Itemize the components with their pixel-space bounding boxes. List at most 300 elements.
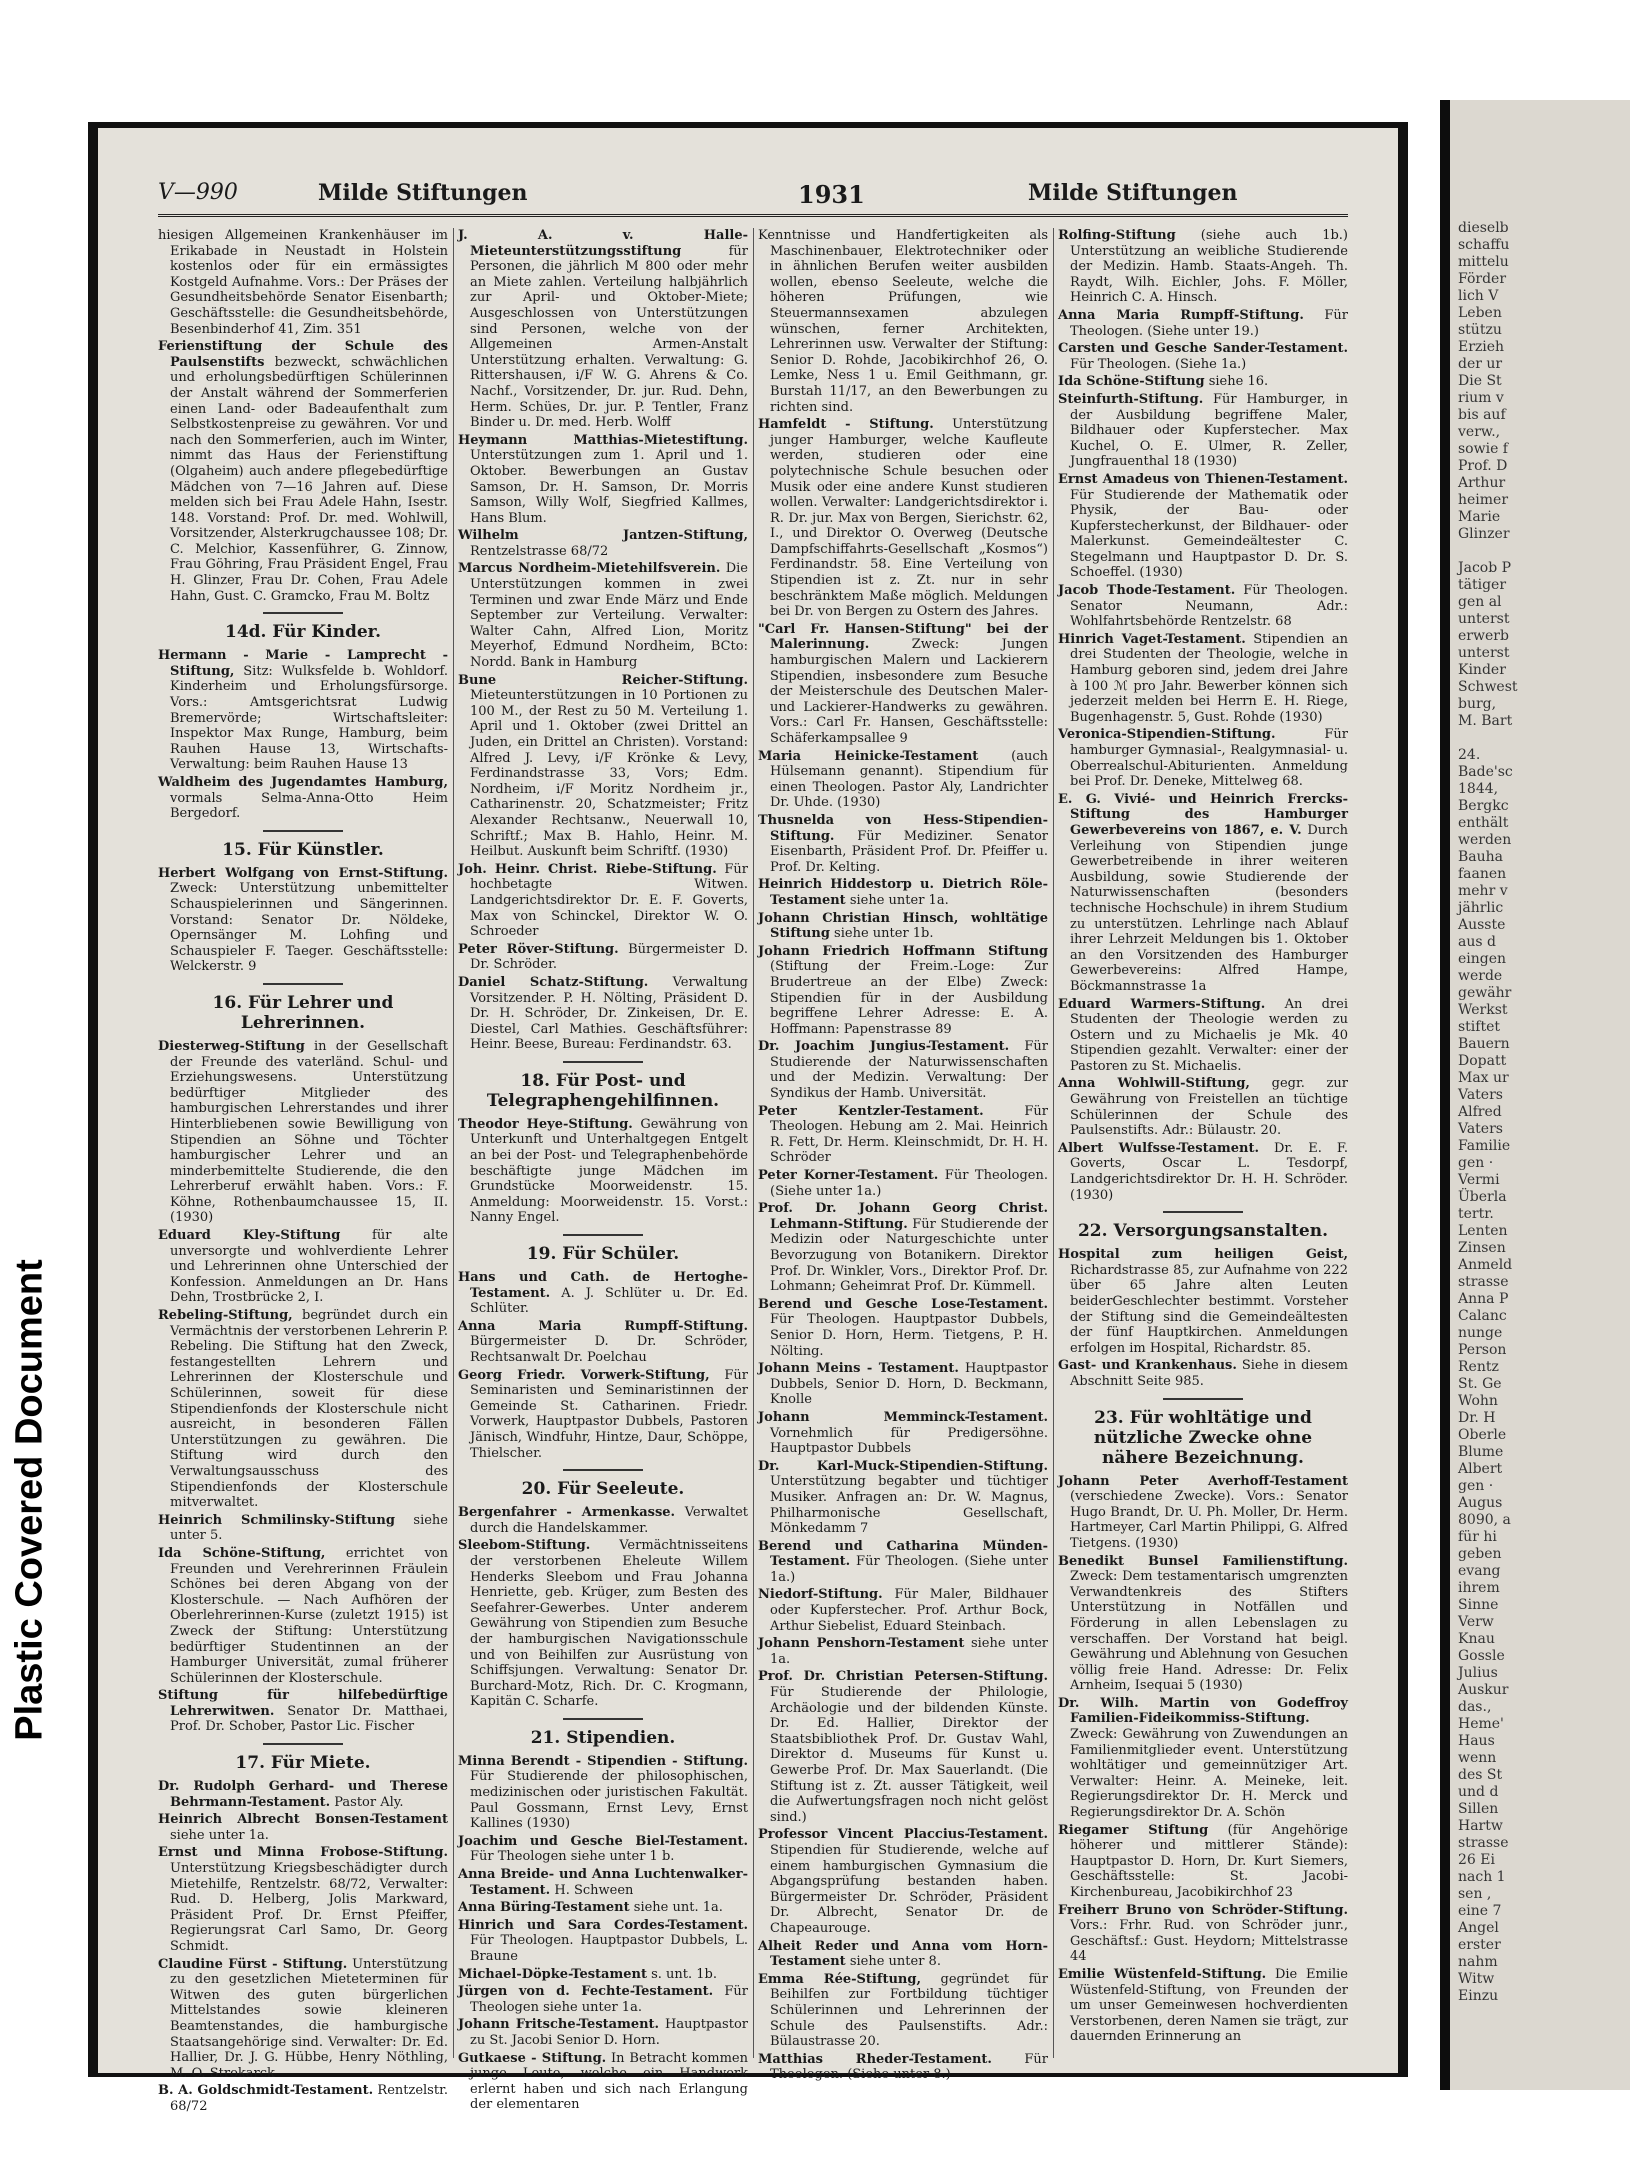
column-1: [158, 228, 449, 2114]
entry-text: Für Mediziner. Senator Eisenbarth, Präsident Prof. Dr. Pfeiffer u. Prof. Dr. Kelting.: [770, 828, 1048, 875]
adjacent-page-line: unterst: [1458, 611, 1510, 627]
foundation-entry: [158, 1688, 448, 1735]
adjacent-page-line: Dopatt: [1458, 1053, 1507, 1069]
adjacent-page-line: Auskur: [1458, 1682, 1509, 1698]
entry-name: Emilie Wüstenfeld-Stiftung.: [1058, 1966, 1267, 1982]
adjacent-page-line: Angel: [1458, 1920, 1499, 1936]
entry-text: Zweck: Dem testamentarisch umgrenzten Verwandtenkreis des Stifters Unterstützung in Notfällen und Förderung in allen Lebenslagen zu verschaffen. Der Vorstand hat beigl. Gewährung und Ablehnung von Gesuchen völlig freie Hand. Adresse: Dr. Felix Arnheim, Isequai 5 (1930): [1070, 1569, 1348, 1694]
entry-name: Diesterweg-Stiftung: [158, 1038, 305, 1054]
entry-name: Heinrich Hiddestorp u. Dietrich Röle-Testament: [758, 877, 1048, 908]
adjacent-page-line: erwerb: [1458, 628, 1509, 644]
entry-name: J. A. v. Halle-Mieteunterstützungsstiftung: [458, 228, 748, 259]
foundation-entry: [158, 1845, 448, 1954]
foundation-entry: [458, 1319, 748, 1366]
foundation-entry: [758, 1361, 1048, 1408]
entry-text: Die Unterstützungen kommen in zwei Terminen und zwar Ende März und Ende September zur Verteilung. Verwalter: Walter Cahn, Alfred Lion, Moritz Meyerhof, Edmund Nordheim, BCto: Nordd. Bank in Hamburg: [470, 561, 748, 671]
entry-name: Ferienstiftung der Schule des Paulsenstifts: [158, 339, 448, 370]
foundation-entry: [1058, 472, 1348, 581]
entry-name: Bune Reicher-Stiftung.: [458, 672, 748, 688]
entry-text: (Stiftung der Freim.-Loge: Zur Brudertreue an der Elbe) Zweck: Stipendien für in der Ausbildung begriffene Lehrer Adresse: E. A. Hoffmann: Papenstrasse 89: [770, 959, 1048, 1037]
entry-text: Zweck: Gewährung von Zuwendungen an Familienmitglieder event. Unterstützung wohltätiger und gemeinnütziger Art. Verwalter: Heinr. A. Meineke, leit. Regierungsdirektor Dr. H. Merck und Regierungsdirektor Dr. A. Schön: [1070, 1727, 1348, 1821]
adjacent-page-line: Augus: [1458, 1495, 1503, 1511]
adjacent-page-line: Ausste: [1458, 917, 1506, 933]
entry-name: Stiftung für hilfebedürftige Lehrerwitwen.: [158, 1688, 448, 1719]
entry-text: A. J. Schlüter u. Dr. Ed. Schlüter.: [470, 1285, 748, 1317]
entry-name: Berend und Catharina Münden-Testament.: [758, 1538, 1048, 1570]
section-separator: [563, 1718, 643, 1720]
adjacent-page-line: Oberle: [1458, 1427, 1507, 1443]
foundation-entry: [458, 1754, 748, 1832]
entry-name: Joachim und Gesche Biel-Testament.: [458, 1833, 748, 1849]
adjacent-page-line: Lenten: [1458, 1223, 1508, 1239]
foundation-entry: [158, 339, 448, 604]
foundation-entry: [1058, 1076, 1348, 1138]
entry-text: Für Theologen siehe unter 1a.: [470, 1984, 748, 2015]
entry-name: Johann Memminck-Testament.: [758, 1409, 1048, 1425]
entry-text: (für Angehörige höherer und mittlerer Stände): Hauptpastor D. Horn, Dr. Kurt Siemers, Geschäftsstelle: St. Jacobi-Kirchenbureau, Jacobikirchhof 23: [1070, 1822, 1348, 1900]
entry-text: siehe unter 8.: [845, 1954, 941, 1970]
adjacent-page-line: Julius: [1458, 1665, 1498, 1681]
adjacent-page-line: Dr. H: [1458, 1410, 1496, 1426]
entry-name: Johann Penshorn-Testament: [758, 1636, 965, 1652]
foundation-entry: [458, 1117, 748, 1226]
adjacent-page-line: gewähr: [1458, 985, 1512, 1001]
entry-text: siehe 16.: [1204, 374, 1269, 390]
adjacent-page-line: schaffu: [1458, 237, 1510, 253]
entry-name: Ernst Amadeus von Thienen-Testament.: [1058, 471, 1348, 487]
adjacent-page-line: Knau: [1458, 1631, 1495, 1647]
column-4: [1058, 228, 1348, 2058]
entry-name: Ida Schöne-Stiftung: [1058, 374, 1205, 390]
entry-text: Richardstrasse 85, zur Aufnahme von 222 über 65 Jahre alten Leuten beiderGeschlechter bestimmt. Vorsteher der Stiftung sind die Gemeindeältesten der fünf Hauptkirchen. Anmeldungen erfolgen im Hospital, Richardstr. 85.: [1070, 1262, 1348, 1356]
foundation-entry: [758, 1039, 1048, 1101]
adjacent-page: [1440, 100, 1630, 2090]
entry-text: Für Theologen siehe unter 1 b.: [470, 1849, 675, 1865]
foundation-entry: [1058, 308, 1348, 339]
entry-text: Für Theologen. (Siehe unter 1a.): [770, 1168, 1048, 1199]
entry-text: Für Theologen. (Siehe unter 19.): [1070, 307, 1348, 339]
adjacent-page-line: Haus: [1458, 1733, 1495, 1749]
section-separator: [1163, 1211, 1243, 1213]
entry-text: gegr. zur Gewährung von Freistellen an tüchtige Schülerinnen der Schule des Paulsenstifts. Adr.: Bülaustr. 20.: [1070, 1076, 1348, 1139]
adjacent-page-line: Blume: [1458, 1444, 1504, 1460]
adjacent-page-line: werde: [1458, 968, 1503, 984]
entry-name: Michael-Döpke-Testament: [458, 1966, 647, 1982]
entry-text: Für Theologen. Hebung am 2. Mai. Heinrich R. Fett, Dr. Herm. Kleinschmidt, Dr. H. H. Schröder: [770, 1103, 1048, 1166]
entry-text: für Personen, die jährlich M 800 oder mehr an Miete zahlen. Verteilung halbjährlich zur April- und Oktober-Miete; Ausgeschlossen von Unterstützungen sind Personen, welche von der Allgemeinen Armen-Anstalt Unterstützung erhalten. Verwaltung: G. Rittershausen, i/F W. G. Ahrens & Co. Nachf., Vorsitzender, Dr. jur. Rud. Dehn, Herm. Schües, Dr. jur. P. Tentler, Franz Binder u. Dr. med. Herb. Wolff: [470, 243, 748, 431]
adjacent-page-line: Werkst: [1458, 1002, 1508, 1018]
adjacent-page-line: Überla: [1458, 1189, 1507, 1205]
entry-name: Dr. Rudolph Gerhard- und Therese Behrmann-Testament.: [158, 1779, 448, 1810]
side-label-container: [0, 1200, 60, 1800]
foundation-entry: [758, 944, 1048, 1038]
entry-text: Pastor Aly.: [330, 1794, 404, 1810]
foundation-entry: [458, 1270, 748, 1317]
section-separator: [563, 1469, 643, 1471]
foundation-entry: [158, 1228, 448, 1306]
foundation-entry: [158, 1308, 448, 1511]
adjacent-page-line: sowie f: [1458, 441, 1508, 457]
adjacent-page-line: Wohn: [1458, 1393, 1498, 1409]
entry-text: Hauptpastor zu St. Jacobi Senior D. Horn.: [470, 2017, 748, 2048]
entry-name: Matthias Rheder-Testament.: [758, 2051, 992, 2067]
entry-text: Vermächtnisseitens der verstorbenen Eheleute Willem Henderks Sleebom und Frau Johanna Henriette, geb. Krüger, zum Besten des Seefahrer-Gewerbes. Unter anderem Gewährung von Stipendien zum Besuche der hamburgischen Navigationsschule und von Beihilfen zur Ausrüstung von Schiffsjungen. Verwaltung: Senator Dr. Burchard-Motz, Rich. Dr. C. Krogmann, Kapitän C. Scharfe.: [470, 1538, 748, 1710]
foundation-entry: [158, 1957, 448, 2082]
section-separator: [263, 612, 343, 614]
entry-name: Georg Friedr. Vorwerk-Stiftung,: [458, 1367, 710, 1383]
entry-name: Peter Röver-Stiftung.: [458, 941, 619, 957]
adjacent-page-line: dieselb: [1458, 220, 1509, 236]
entry-name: Hinrich Vaget-Testament.: [1058, 631, 1246, 647]
entry-text: Dr. E. F. Goverts, Oscar L. Tesdorpf, Landgerichtsdirektor Dr. H. H. Schröder. (1930): [1070, 1140, 1348, 1203]
foundation-entry: [158, 1546, 448, 1686]
entry-text: siehe unter 5.: [170, 1512, 448, 1544]
adjacent-page-text: [1458, 220, 1618, 2005]
adjacent-page-line: Alfred: [1458, 1104, 1502, 1120]
foundation-entry: [458, 528, 748, 559]
foundation-entry: [458, 1967, 748, 1983]
entry-name: Anna Büring-Testament: [458, 1900, 630, 1916]
foundation-entry: [1058, 997, 1348, 1075]
adjacent-page-line: Die St: [1458, 373, 1502, 389]
adjacent-page-line: eine 7: [1458, 1903, 1502, 1919]
entry-name: Eduard Kley-Stiftung: [158, 1228, 341, 1244]
adjacent-page-line: burg,: [1458, 696, 1497, 712]
entry-name: Heymann Matthias-Mietestiftung.: [458, 432, 748, 448]
entry-name: Thusnelda von Hess-Stipendien-Stiftung.: [758, 812, 1048, 844]
entry-name: Johann Fritsche-Testament.: [458, 2017, 660, 2033]
foundation-entry: [458, 1918, 748, 1965]
entry-name: Prof. Dr. Johann Georg Christ. Lehmann-Stiftung.: [758, 1201, 1048, 1232]
entry-text: siehe unt. 1a.: [629, 1900, 723, 1916]
entry-text: Stipendien an drei Studenten der Theologie, welche in Hamburg geboren sind, jedem drei Jahre à 100 ℳ pro Jahr. Bewerber können sich jederzeit melden bei Herrn E. H. Riege, Bugenhagenstr. 5, Gust. Rohde (1930): [1070, 631, 1348, 725]
entry-text: In Betracht kommen junge Leute, welche ein Handwerk erlernt haben und sich nach Erlangung der elementaren: [470, 2050, 748, 2113]
entry-name: Emma Rée-Stiftung,: [758, 1971, 921, 1987]
foundation-entry: [458, 1368, 748, 1462]
entry-text: Sitz: Wulksfelde b. Wohldorf. Kinderheim und Erholungsfürsorge. Vors.: Amtsgerichtsrat Ludwig Bremervörde; Wirtschaftsleiter: Inspektor Max Runge, Hamburg, beim Rauhen Hause 13, Wirtschafts-Verwaltung: beim Rauhen Hause 13: [170, 663, 448, 773]
entry-name: Marcus Nordheim-Mietehilfsverein.: [458, 561, 721, 577]
entry-name: Dr. Joachim Jungius-Testament.: [758, 1039, 1010, 1055]
foundation-entry: [1058, 1696, 1348, 1821]
foundation-entry: [758, 2052, 1048, 2083]
foundation-entry: [758, 1410, 1048, 1457]
foundation-entry: [458, 561, 748, 670]
adjacent-page-line: und d: [1458, 1784, 1499, 1800]
adjacent-page-line: erster: [1458, 1937, 1501, 1953]
entry-name: Jacob Thode-Testament.: [1058, 583, 1236, 599]
foundation-entry: [1058, 341, 1348, 372]
entry-name: Eduard Warmers-Stiftung.: [1058, 996, 1266, 1012]
entry-text: begründet durch ein Vermächtnis der verstorbenen Lehrerin P. Rebeling. Die Stiftung hat den Zweck, festangestellten Lehrern und Lehrerinnen der Klosterschule und Schülerinnen, soweit für diese Stipendienfonds der Klosterschule nicht ausreicht, in besonderen Fällen Unterstützungen zu gewähren. Die Stiftung wird durch den Verwaltungsausschuss des Stipendienfonds der Klosterschule mitverwaltet.: [170, 1308, 448, 1511]
entry-text: Für Hamburger, in der Ausbildung begriffene Maler, Bildhauer oder Kupferstecher. Max Kuchel, O. E. Ulmer, R. Zeller, Jungfrauenthal 18 (1930): [1070, 391, 1348, 470]
entry-name: Johann Christian Hinsch, wohltätige Stiftung: [758, 910, 1048, 942]
header-right-title: Milde Stiftungen: [1028, 180, 1238, 206]
entry-name: Gast- und Krankenhaus.: [1058, 1358, 1237, 1374]
header-year: 1931: [798, 180, 865, 209]
adjacent-page-line: des St: [1458, 1767, 1503, 1783]
column-rule: [753, 228, 754, 2058]
adjacent-page-line: Witw: [1458, 1971, 1495, 1987]
entry-name: Rebeling-Stiftung,: [158, 1308, 293, 1324]
section-separator: [563, 1234, 643, 1236]
entry-name: B. A. Goldschmidt-Testament.: [158, 2083, 374, 2099]
entry-text: Für Theologen. (Siehe unter 1a.): [770, 1554, 1048, 1585]
page-number: V—990: [158, 180, 238, 205]
entry-text: Für Studierende der Mathematik oder Physik, der Bau- oder Kupferstecherkunst, der Bildhauer- oder Malerkunst. Gemeindeältester C. Stegelmann und Hauptpastor D. Dr. S. Schoeffel. (1930): [1070, 487, 1348, 581]
foundation-entry: [758, 877, 1048, 908]
entry-text: Hauptpastor Dubbels, Senior D. Horn, D. Beckmann, Knolle: [770, 1361, 1048, 1408]
entry-text: Die Emilie Wüstenfeld-Stiftung, von Freunden der um unser Gemeinwesen hochverdienten Verstorbenen, deren Namen sie trägt, zur dauernden Erinnerung an: [1070, 1966, 1348, 2045]
entry-name: Claudine Fürst - Stiftung.: [158, 1956, 348, 1972]
adjacent-page-line: Albert: [1458, 1461, 1503, 1477]
entry-name: Alheit Reder und Anna vom Horn-Testament: [758, 1938, 1048, 1970]
entry-text: Unterstützung Kriegsbeschädigter durch Mietehilfe, Rentzelstr. 68/72, Verwalter: Rud. D. Helberg, Jolis Markward, Präsident Prof. Dr. Ernst Pfeiffer, Regierungsrat Carl Samo, Dr. Georg Schmidt.: [170, 1861, 448, 1954]
adjacent-page-line: gen ·: [1458, 1155, 1494, 1171]
adjacent-page-line: Sillen: [1458, 1801, 1499, 1817]
adjacent-page-line: gen ·: [1458, 1478, 1494, 1494]
entry-text: Vors.: Frhr. Rud. von Schröder junr., Geschäftsf.: Gust. Heydorn; Mittelstrasse 44: [1070, 1918, 1348, 1965]
adjacent-page-line: nunge: [1458, 1325, 1503, 1341]
adjacent-page-line: nach 1: [1458, 1869, 1506, 1885]
adjacent-page-line: werden: [1458, 832, 1512, 848]
foundation-entry: [458, 228, 748, 431]
entry-text: Für Maler, Bildhauer oder Kupferstecher. Prof. Arthur Bock, Arthur Siebelist, Eduard Steinbach.: [770, 1587, 1048, 1634]
entry-name: Hamfeldt - Stiftung.: [758, 417, 934, 433]
section-separator: [263, 1743, 343, 1745]
adjacent-page-line: Bade'sc: [1458, 764, 1513, 780]
adjacent-page-line: Heme': [1458, 1716, 1504, 1732]
adjacent-page-line: Anmeld: [1458, 1257, 1513, 1273]
foundation-entry: [1058, 374, 1348, 390]
entry-name: Joh. Heinr. Christ. Riebe-Stiftung.: [458, 861, 717, 877]
entry-name: E. G. Vivié- und Heinrich Frercks-Stiftung des Hamburger Gewerbevereins von 1867, e. V.: [1058, 791, 1348, 838]
entry-text: vormals Selma-Anna-Otto Heim Bergedorf.: [170, 790, 448, 822]
adjacent-page-line: der ur: [1458, 356, 1503, 372]
adjacent-page-line: Glinzer: [1458, 526, 1510, 542]
entry-text: siehe unter 1a.: [170, 1827, 269, 1843]
adjacent-page-line: ihrem: [1458, 1580, 1500, 1596]
adjacent-page-line: sen ,: [1458, 1886, 1492, 1902]
entry-name: Ida Schöne-Stiftung,: [158, 1545, 326, 1561]
entry-name: Benedikt Bunsel Familienstiftung.: [1058, 1553, 1348, 1569]
entry-name: Rolfing-Stiftung: [1058, 228, 1176, 243]
entry-name: Anna Breide- und Anna Luchtenwalker-Testament.: [458, 1867, 748, 1898]
adjacent-page-line: St. Ge: [1458, 1376, 1502, 1392]
entry-text: Bürgermeister D. Dr. Schröder, Rechtsanwalt Dr. Poelchau: [470, 1334, 748, 1365]
column-rule: [453, 228, 454, 2058]
entry-text: Für Theologen. Senator Neumann, Adr.: Wohlfahrtsbehörde Rentzelstr. 68: [1070, 583, 1348, 630]
adjacent-page-line: 24.: [1458, 747, 1481, 763]
entry-name: Peter Kentzler-Testament.: [758, 1103, 984, 1119]
foundation-entry: [758, 1587, 1048, 1634]
continued-text: hiesigen Allgemeinen Krankenhäuser im Erikabade in Neustadt in Holstein kostenlos oder für ein ermässigtes Kostgeld Aufnahme. Vors.: Der Präses der Gesundheitsbehörde Senator Eisenbarth; Geschäftsstelle: die Gesundheitsbehörde, Besenbinderhof 41, Zim. 351: [158, 228, 448, 337]
foundation-entry: [158, 1513, 448, 1544]
entry-name: Gutkaese - Stiftung.: [458, 2050, 607, 2066]
entry-text: Stipendien für Studierende, welche auf einem hamburgischen Gymnasium die Abgangsprüfung bestanden haben. Bürgermeister Dr. Schröder, Präsident Dr. Albrecht, Senator Dr. de Chapeaurouge.: [770, 1842, 1048, 1936]
entry-text: H. Schween: [550, 1882, 634, 1898]
entry-text: Rentzelstr. 68/72: [170, 2083, 449, 2114]
foundation-entry: [758, 1104, 1048, 1166]
foundation-entry: [1058, 1474, 1348, 1552]
entry-name: Ernst und Minna Frobose-Stiftung.: [158, 1845, 448, 1861]
entry-text: siehe unter 1a.: [845, 892, 949, 908]
adjacent-page-line: Zinsen: [1458, 1240, 1506, 1256]
entry-name: Freiherr Bruno von Schröder-Stiftung.: [1058, 1902, 1348, 1918]
entry-text: Vornehmlich für Predigersöhne. Hauptpastor Dubbels: [770, 1425, 1048, 1457]
entry-text: Für hamburger Gymnasial-, Realgymnasial- u. Oberrealschul-Abiturienten. Anmeldung bei Prof. Dr. Deneke, Mittelweg 68.: [1070, 727, 1348, 790]
foundation-entry: [458, 673, 748, 860]
adjacent-page-line: Vaters: [1458, 1121, 1503, 1137]
adjacent-page-line: [1458, 730, 1618, 747]
entry-name: Hospital zum heiligen Geist,: [1058, 1247, 1348, 1263]
adjacent-page-line: faanen: [1458, 866, 1507, 882]
adjacent-page-line: gen al: [1458, 594, 1502, 610]
foundation-entry: [1058, 792, 1348, 995]
column-3: [758, 228, 1049, 2083]
adjacent-page-line: wenn: [1458, 1750, 1497, 1766]
side-label: Plastic Covered Document: [8, 1259, 51, 1741]
entry-name: Hermann - Marie - Lamprecht - Stiftung,: [158, 648, 448, 679]
adjacent-page-line: geben: [1458, 1546, 1502, 1562]
adjacent-page-line: Max ur: [1458, 1070, 1509, 1086]
entry-name: Bergenfahrer - Armenkasse.: [458, 1505, 676, 1521]
entry-text: s. unt. 1b.: [646, 1966, 717, 1982]
adjacent-page-line: rium v: [1458, 390, 1504, 406]
entry-name: Niedorf-Stiftung.: [758, 1587, 883, 1603]
entry-name: Waldheim des Jugendamtes Hamburg,: [158, 775, 448, 790]
foundation-entry: [158, 866, 448, 975]
foundation-entry: [1058, 392, 1348, 470]
foundation-entry: [458, 1900, 748, 1916]
entry-text: Verwaltet durch die Handelskammer.: [470, 1505, 748, 1536]
adjacent-page-line: strasse: [1458, 1274, 1509, 1290]
adjacent-page-line: mehr v: [1458, 883, 1508, 899]
adjacent-page-line: Prof. D: [1458, 458, 1508, 474]
entry-text: siehe unter 1a.: [770, 1636, 1048, 1667]
foundation-entry: [758, 622, 1048, 747]
entry-name: Johann Meins - Testament.: [758, 1361, 959, 1377]
adjacent-page-line: stützu: [1458, 322, 1502, 338]
entry-name: Steinfurth-Stiftung.: [1058, 391, 1204, 407]
entry-text: Zweck: Jungen hamburgischen Malern und Lackierern Stipendien, insbesondere zum Besuche der Meisterschule des Deutschen Maler- und Lackierer-Handwerks zu gewähren. Vors.: Carl Fr. Hansen, Geschäftsstelle: Schäferkampsallee 9: [770, 637, 1048, 746]
foundation-entry: [1058, 1967, 1348, 2045]
adjacent-page-line: stiftet: [1458, 1019, 1501, 1035]
entry-text: Für Theologen. (Siehe 1a.): [1070, 356, 1247, 372]
entry-text: Unterstützung junger Hamburger, welche Kaufleute werden, studieren oder eine polytechnische Schule besuchen oder Musik oder eine andere Kunst studieren wollen. Verwalter: Landgerichtsdirektor i. R. Dr. jur. Max von Bergen, Sierichstr. 62, I., und Direktor O. Overweg (Deutsche Dampfschiffahrts-Gesellschaft „Kosmos“) Ferdinandstr. 58. Eine Verteilung von Stipendien ist z. Zt. nur in sehr beschränktem Maße möglich. Meldungen bei Dr. von Bergen zu Ostern des Jahres.: [770, 417, 1048, 620]
entry-name: Albert Wulfsse-Testament.: [1058, 1140, 1260, 1156]
entry-name: Anna Maria Rumpff-Stiftung.: [1058, 307, 1304, 323]
foundation-entry: [758, 1972, 1048, 2050]
foundation-entry: [458, 1867, 748, 1898]
foundation-entry: [1058, 1903, 1348, 1965]
entry-name: Johann Friedrich Hoffmann Stiftung: [758, 943, 1048, 959]
adjacent-page-line: lich V: [1458, 288, 1499, 304]
continued-text: Kenntnisse und Handfertigkeiten als Maschinenbauer, Elektrotechniker oder in ähnlichen Berufen weiter ausbilden wollen, ebenso Seeleute, welche die höheren Prüfungen, wie Steuermannsexamen abzulegen wünschen, ferner Architekten, Lehrerinnen usw. Verwalter der Stiftung: Senior D. Rohde, Jacobikirchhof 26, O. Lemke, Ness 1 u. Emil Geithmann, gr. Burstah 11/17, an den Bewerbungen zu richten sind.: [758, 228, 1048, 415]
header-left-title: Milde Stiftungen: [318, 180, 528, 206]
adjacent-page-line: bis auf: [1458, 407, 1506, 423]
entry-text: in der Gesellschaft der Freunde des vaterländ. Schul- und Erziehungswesens. Unterstützung bedürftiger Mitglieder des hamburgischen Lehrerstandes und ihrer Hinterbliebenen sowie Bewilligung von Stipendien an Söhne und Töchter hamburgischer Lehrer und an minderbemittelte Studierende, die den Lehrerberuf erwählt haben. Vors.: F. Köhne, Rothenbaumchaussee 15, II. (1930): [170, 1038, 448, 1226]
entry-name: Theodor Heye-Stiftung.: [458, 1116, 633, 1132]
section-separator: [263, 983, 343, 985]
adjacent-page-line: Förder: [1458, 271, 1507, 287]
adjacent-page-line: das.,: [1458, 1699, 1492, 1715]
entry-text: Mieteunterstützungen in 10 Portionen zu 100 M., der Rest zu 50 M. Verteilung 1. April und 1. Oktober (zwei Drittel an Juden, ein Drittel an Christen). Vorstand: Alfred J. Levy, i/F Krönke & Levy, Ferdinandstrasse 33, Vors; Edm. Nordheim, i/F Moritz Nordheim jr., Catharinenstr. 20, Schatzmeister; Fritz Alexander Rechtsanw., Neuerwall 10, Schriftf.; Max B. Hahlo, Heinr. M. Heilbut. Auskunft beim Schriftf. (1930): [470, 688, 748, 860]
adjacent-page-line: für hi: [1458, 1529, 1497, 1545]
foundation-entry: [1058, 1358, 1348, 1389]
adjacent-page-line: Schwest: [1458, 679, 1518, 695]
section-heading: 16. Für Lehrer und Lehrerinnen.: [212, 992, 394, 1033]
adjacent-page-line: Jacob P: [1458, 560, 1512, 576]
section-heading: 23. Für wohltätige und nützliche Zwecke ohne nähere Bezeichnung.: [1093, 1407, 1313, 1468]
entry-text: An drei Studenten der Theologie werden zu Ostern und zu Michaelis je Mk. 40 Stipendien gezahlt. Verwalter: einer der Pastoren zu St. Michaelis.: [1070, 996, 1348, 1074]
foundation-entry: [458, 1984, 748, 2015]
adjacent-page-line: Bergkc: [1458, 798, 1509, 814]
foundation-entry: [1058, 583, 1348, 630]
entry-name: Berend und Gesche Lose-Testament.: [758, 1296, 1048, 1312]
foundation-entry: [758, 1939, 1048, 1970]
foundation-entry: [158, 1779, 448, 1810]
foundation-entry: [758, 417, 1048, 620]
entry-text: Für hochbetagte Witwen. Landgerichtsdirektor Dr. E. F. Goverts, Max von Schinckel, Direktor W. O. Schroeder: [470, 861, 748, 940]
foundation-entry: [758, 1297, 1048, 1359]
foundation-entry: [1058, 228, 1348, 306]
adjacent-page-line: Vaters: [1458, 1087, 1503, 1103]
entry-name: Hinrich und Sara Cordes-Testament.: [458, 1917, 748, 1933]
adjacent-page-line: Einzu: [1458, 1988, 1499, 2004]
adjacent-page-line: 8090, a: [1458, 1512, 1511, 1528]
page-header: [158, 180, 1348, 217]
section-separator: [1163, 1398, 1243, 1400]
entry-text: Für Studierende der Philologie, Archäologie und der bildenden Künste. Dr. Ed. Hallier, Direktor der Staatsbibliothek Prof. Dr. Gustav Wahl, Direktor d. Museums für Kunst u. Gewerbe Prof. Dr. Max Sauerlandt. (Die Stiftung ist z. Zt. ausser Tätigkeit, weil die Aufwertungsfragen noch nicht gelöst sind.): [770, 1685, 1048, 1825]
entry-text: gegründet für Beihilfen zur Fortbildung tüchtiger Schülerinnen und Lehrerinnen der Schule des Paulsenstifts. Adr.: Bülaustrasse 20.: [770, 1971, 1049, 2050]
entry-name: Johann Peter Averhoff-Testament: [1058, 1473, 1348, 1489]
foundation-entry: [758, 1669, 1048, 1825]
adjacent-page-line: Bauha: [1458, 849, 1504, 865]
adjacent-page-line: Arthur: [1458, 475, 1506, 491]
foundation-entry: [458, 433, 748, 527]
section-heading: 21. Stipendien.: [530, 1727, 676, 1748]
foundation-entry: [458, 1834, 748, 1865]
entry-text: Bürgermeister D. Dr. Schröder.: [470, 941, 748, 973]
entry-text: (verschiedene Zwecke). Vors.: Senator Hugo Brandt, Dr. U. Ph. Moller, Dr. Herm. Hartmeyer, Carl Martin Philippi, G. Alfred Tietgens. (1930): [1070, 1489, 1348, 1551]
foundation-entry: [758, 1636, 1048, 1667]
entry-name: Dr. Karl-Muck-Stipendien-Stiftung.: [758, 1458, 1048, 1474]
adjacent-page-line: strasse: [1458, 1835, 1509, 1851]
foundation-entry: [158, 1039, 448, 1226]
entry-text: (siehe auch 1b.) Unterstützung an weibliche Studierende der Medizin. Hamb. Staats-Angeh. Th. Raydt, Wilh. Eichler, Johs. F. Möller, Heinrich C. A. Hinsch.: [1070, 228, 1348, 306]
entry-name: Veronica-Stipendien-Stiftung.: [1058, 727, 1276, 743]
adjacent-page-line: heimer: [1458, 492, 1509, 508]
adjacent-page-line: Person: [1458, 1342, 1507, 1358]
entry-text: Für Theologen. (Siehe unter 8.): [770, 2051, 1048, 2083]
entry-text: Unterstützung begabter und tüchtiger Musiker. Anfragen an: Dr. W. Magnus, Philharmonische Gesellschaft, Mönkedamm 7: [770, 1474, 1048, 1537]
entry-name: Heinrich Albrecht Bonsen-Testament: [158, 1812, 448, 1828]
adjacent-page-line: mittelu: [1458, 254, 1509, 270]
adjacent-page-line: Vermi: [1458, 1172, 1500, 1188]
adjacent-page-line: Marie: [1458, 509, 1501, 525]
adjacent-page-line: Calanc: [1458, 1308, 1507, 1324]
adjacent-page-line: jährlic: [1458, 900, 1504, 916]
section-heading: 17. Für Miete.: [235, 1753, 371, 1774]
entry-name: Dr. Wilh. Martin von Godeffroy Familien-Fideikommiss-Stiftung.: [1058, 1695, 1348, 1727]
adjacent-page-line: aus d: [1458, 934, 1496, 950]
entry-name: Heinrich Schmilinsky-Stiftung: [158, 1512, 395, 1528]
column-2: [458, 228, 749, 2113]
foundation-entry: [158, 1812, 448, 1843]
adjacent-page-line: verw.,: [1458, 424, 1501, 440]
foundation-entry: [458, 975, 748, 1053]
adjacent-page-line: evang: [1458, 1563, 1501, 1579]
